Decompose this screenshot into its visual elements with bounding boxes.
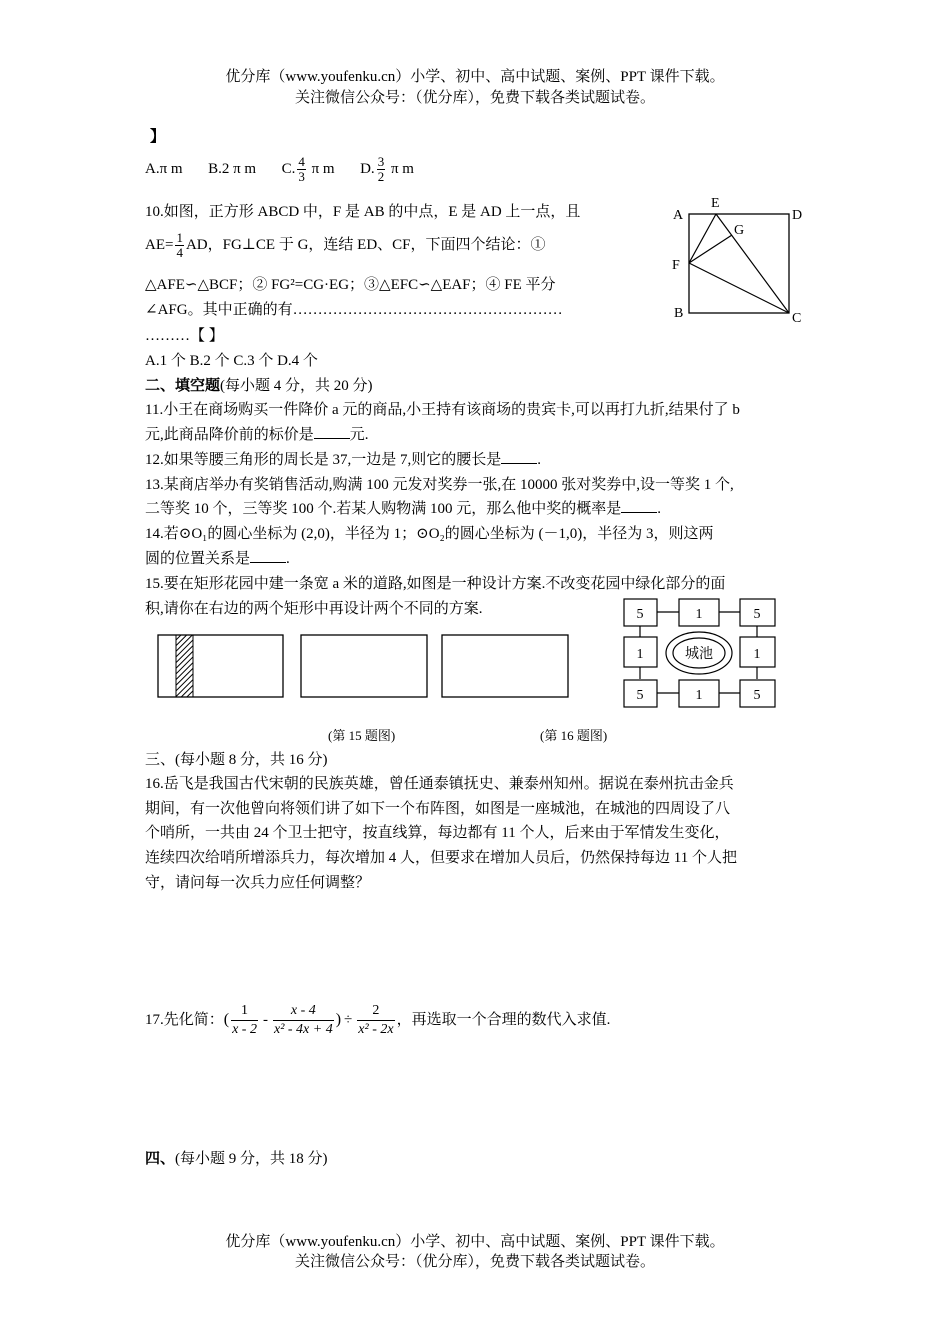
q9-bracket-end: 】 [150, 129, 166, 145]
q17-fraction-3: $\frac{2}{\text{x² - 2x}}$ [358, 1003, 394, 1038]
q12-blank[interactable] [501, 449, 537, 464]
segment-fg [689, 235, 732, 263]
post-middle-right-count: 1 [753, 647, 761, 662]
segment-fc [689, 263, 789, 313]
q9-option-c: C. $\frac{4}{3}$ π m [281, 154, 335, 184]
q11-line-1: 11.小王在商场购买一件降价 a 元的商品,小王持有该商场的贵宾卡,可以再打九折,结果付了 b [145, 402, 740, 418]
garden-rect-design-1[interactable] [301, 635, 427, 697]
post-top-left-count: 5 [636, 607, 644, 622]
label-b: B [674, 306, 684, 321]
q9-options [145, 155, 414, 184]
q14-line-2: 圆的位置关系是 . [145, 547, 290, 571]
segment-fe [689, 214, 716, 263]
road-hatched-strip [176, 635, 193, 697]
footer-line-2: 关注微信公众号：（优分库），免费下载各类试题试卷。 [294, 1254, 655, 1270]
q10-line-1: 10.如图，正方形 ABCD 中，F 是 AB 的中点，E 是 AD 上一点，且 [145, 204, 581, 220]
q14-line-1: 14.若⊙O₁的圆心坐标为 (2,0)，半径为 1；⊙O₂的圆心坐标为 (－1,0)，半径为 3，则这两 [145, 526, 714, 542]
q10-line-4: ∠AFG。其中正确的有……………………………………………… [145, 302, 563, 318]
q10-options: A.1 个 B.2 个 C.3 个 D.4 个 [145, 353, 318, 369]
post-bottom-middle-count: 1 [695, 688, 703, 703]
post-top-middle-count: 1 [695, 607, 703, 622]
q14-blank[interactable] [250, 548, 286, 563]
section-2-heading: 二、填空题(每小题 4 分，共 20 分) [145, 376, 373, 394]
section-3-heading: 三、(每小题 8 分，共 16 分) [145, 752, 328, 768]
city-label: 城池 [685, 646, 713, 662]
q13-line-2: 二等奖 10 个，三等奖 100 个.若某人购物满 100 元，那么他中奖的概率是 . [145, 497, 661, 521]
q16-line-2: 期间，有一次他曾向将领们讲了如下一个布阵图，如图是一座城池，在城池的四周设了八 [145, 801, 731, 817]
q15-line-2: 积,请你在右边的两个矩形中再设计两个不同的方案. [145, 601, 483, 617]
label-f: F [672, 258, 680, 273]
fig15-caption: (第 15 题图) [328, 728, 396, 743]
q16-formation-figure [620, 596, 780, 712]
q15-line-1: 15.要在矩形花园中建一条宽 a 米的道路,如图是一种设计方案.不改变花园中绿化部分的面 [145, 576, 726, 592]
q13-line-1: 13.某商店举办有奖销售活动,购满 100 元发对奖券一张,在 10000 张对奖券中,设一等奖 1 个, [145, 477, 734, 493]
fig16-caption: (第 16 题图) [540, 728, 608, 743]
post-bottom-right-count: 5 [753, 688, 761, 703]
post-middle-left-count: 1 [636, 647, 644, 662]
garden-rect-design-2[interactable] [442, 635, 568, 697]
label-c: C [792, 311, 802, 326]
q11-line-2: 元,此商品降价前的标价是 元. [145, 423, 369, 447]
q16-line-3: 个哨所，一共由 24 个卫士把守，按直线算，每边都有 11 个人，后来由于军情发生变化， [145, 825, 730, 841]
q13-blank[interactable] [621, 498, 657, 513]
header-line-2: 关注微信公众号：（优分库），免费下载各类试题试卷。 [294, 90, 655, 106]
q9-option-a: A.π m [145, 160, 183, 177]
label-g: G [734, 223, 745, 238]
q9-option-d: D. $\frac{3}{2}$ π m [360, 154, 414, 184]
q12: 12.如果等腰三角形的周长是 37,一边是 7,则它的腰长是 . [145, 448, 541, 472]
footer-line-1: 优分库（www.youfenku.cn）小学、初中、高中试题、案例、PPT 课件下载。 [225, 1234, 725, 1250]
header-line-1: 优分库（www.youfenku.cn）小学、初中、高中试题、案例、PPT 课件下载。 [225, 69, 725, 85]
q15-figure [155, 632, 575, 702]
q17-fraction-1: $\frac{1}{x - 2}$ [232, 1003, 257, 1038]
q10-line-3: △AFE∽△BCF；② FG²=CG·EG；③△EFC∽△EAF；④ FE 平分 [145, 277, 556, 293]
q16-line-1: 16.岳飞是我国古代宋朝的民族英雄，曾任通泰镇抚史、兼泰州知州。据说在泰州抗击金兵 [145, 776, 734, 792]
q10-line-5: ………【 】 [145, 328, 224, 344]
q16-line-4: 连续四次给哨所增添兵力，每次增加 4 人，但要求在增加人员后，仍然保持每边 11 个人把 [145, 850, 737, 866]
q16-line-5: 守，请问每一次兵力应任何调整？ [145, 875, 371, 891]
q9-option-b: B.2 π m [208, 160, 257, 177]
post-bottom-left-count: 5 [636, 688, 644, 703]
q17-fraction-2: $\frac{x - 4}{\text{x² - 4x + 4}}$ [273, 1003, 333, 1038]
q10-square-figure [665, 192, 815, 332]
q11-blank[interactable] [314, 424, 350, 439]
q10-line-2: AE= $\frac{1}{4}$ AD，FG⊥CE 于 G，连结 ED、CF，下面四个结论：① [145, 230, 546, 260]
q17: 17.先化简：( $\frac{1}{x - 2}$ - $\frac{x - 4}{\text{x² - 4x + 4}}$ ) ÷ $\frac{2}{\text{x² - 2x}}$ ，再选取一个合理的数代入求值. [145, 1003, 611, 1038]
label-d: D [792, 208, 803, 223]
label-a: A [673, 208, 684, 223]
post-top-right-count: 5 [753, 607, 761, 622]
section-4-heading: 四、(每小题 9 分，共 18 分) [145, 1149, 328, 1167]
segment-ec [716, 214, 789, 313]
label-e: E [711, 196, 720, 211]
